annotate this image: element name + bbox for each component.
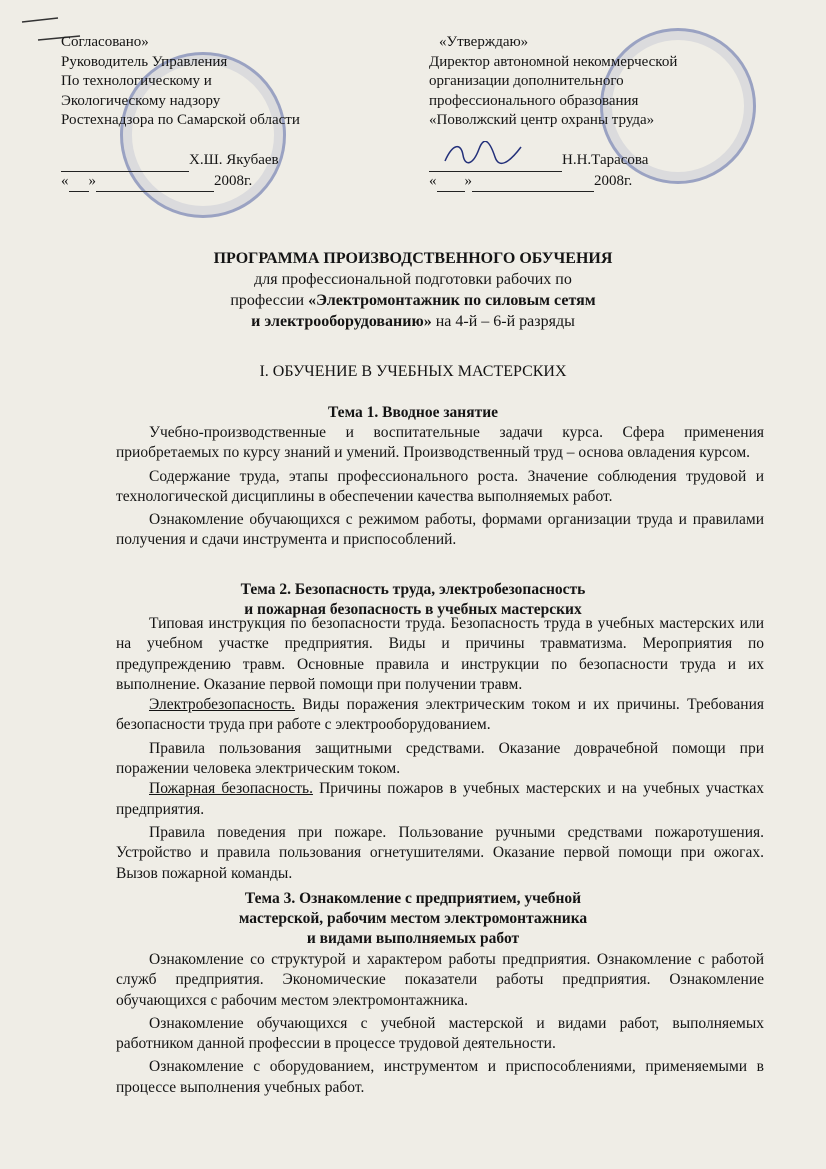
program-title: ПРОГРАММА ПРОИЗВОДСТВЕННОГО ОБУЧЕНИЯ xyxy=(213,250,613,267)
underlined-term: Электробезопасность. xyxy=(149,696,296,714)
header-line: «Поволжский центр охраны труда» xyxy=(429,112,655,129)
header-line: организации дополнительного xyxy=(429,73,624,90)
approval-block-left xyxy=(61,33,300,192)
topic-2-heading: Тема 2. Безопасность труда, электробезопасность и пожарная безопасность в учебных мастерских xyxy=(240,581,586,618)
paragraph: Содержание труда, этапы профессионального роста. Значение соблюдения трудовой и технологической дисциплины в обеспечении качества выполняемых работ. xyxy=(116,467,764,505)
program-subtitle: для профессиональной подготовки рабочих по профессии «Электромонтажник по силовым сетям и электрооборудованию» на 4-й – 6-й разряды xyxy=(230,271,596,330)
topic-1-heading: Тема 1. Вводное занятие xyxy=(327,404,499,421)
date-line: « » 2008г. xyxy=(61,172,300,193)
paragraph: Ознакомление с оборудованием, инструментом и приспособлениями, применяемыми в процессе выполнения учебных работ. xyxy=(116,1058,764,1096)
year: 2008г. xyxy=(214,172,253,189)
paragraph: Пожарная безопасность. Причины пожаров в учебных мастерских и на учебных участках предприятия. xyxy=(116,780,764,818)
paragraph: Учебно-производственные и воспитательные задачи курса. Сфера применения приобретаемых по курсу знаний и умений. Производственный труд – основа овладения курсом. xyxy=(116,424,764,462)
signatory-name: Х.Ш. Якубаев xyxy=(189,151,279,168)
paragraph: Правила поведения при пожаре. Пользование ручными средствами пожаротушения. Устройство и правила пользования огнетушителями. Оказание первой помощи при ожогах. Вызов пожарной команды. xyxy=(116,823,764,882)
underlined-term: Пожарная безопасность. xyxy=(149,780,313,798)
header-line: По технологическому и xyxy=(61,73,212,90)
paragraph: Ознакомление обучающихся с учебной мастерской и видами работ, выполняемых работником данной профессии в процессе трудовой деятельности. xyxy=(116,1014,764,1053)
handwritten-signature xyxy=(443,141,523,167)
topic-2-body xyxy=(116,614,764,884)
topic-3-body xyxy=(116,950,764,1098)
header-line: профессионального образования xyxy=(429,92,639,109)
paragraph: Ознакомление со структурой и характером работы предприятия. Ознакомление с работой служб предприятия. Экономические показатели работы предприятия. Ознакомление обучающихся с рабочим местом электромонтажника. xyxy=(116,951,764,1009)
topic-3-heading: Тема 3. Ознакомление с предприятием, учебной мастерской, рабочим местом электромонтажника и видами выполняемых работ xyxy=(238,890,588,947)
signatory-name: Н.Н.Тарасова xyxy=(562,151,649,168)
header-line: Экологическому надзору xyxy=(61,92,221,109)
topic-1-body xyxy=(116,423,764,551)
header-line: Руководитель Управления xyxy=(61,53,228,70)
paragraph: Типовая инструкция по безопасности труда. Безопасность труда в учебных мастерских или на учебном участке предприятия. Виды и причины травматизма. Мероприятия по предупреждению травм. Основные правила и инструкции по безопасности труда и их выполнение. Оказание первой помощи при получении травм. xyxy=(116,615,764,693)
paragraph: Электробезопасность. Виды поражения электрическим током и их причины. Требования безопасности труда при работе с электрооборудованием. xyxy=(116,696,764,734)
date-line: « » 2008г. xyxy=(429,172,677,193)
header-line: Согласовано» xyxy=(61,34,149,50)
year: 2008г. xyxy=(594,172,633,189)
signature-line xyxy=(429,151,677,172)
paragraph: Ознакомление обучающихся с режимом работы, формами организации труда и правилами получения и сдачи инструмента и приспособлений. xyxy=(116,511,764,549)
approval-block-right xyxy=(429,33,677,192)
paragraph: Правила пользования защитными средствами. Оказание доврачебной помощи при поражении человека электрическим током. xyxy=(116,739,764,778)
header-line: Ростехнадзора по Самарской области xyxy=(61,112,300,129)
header-line: Директор автономной некоммерческой xyxy=(429,53,678,70)
header-line: «Утверждаю» xyxy=(439,34,529,50)
signature-line xyxy=(61,151,300,172)
section-heading: I. ОБУЧЕНИЕ В УЧЕБНЫХ МАСТЕРСКИХ xyxy=(259,363,567,380)
